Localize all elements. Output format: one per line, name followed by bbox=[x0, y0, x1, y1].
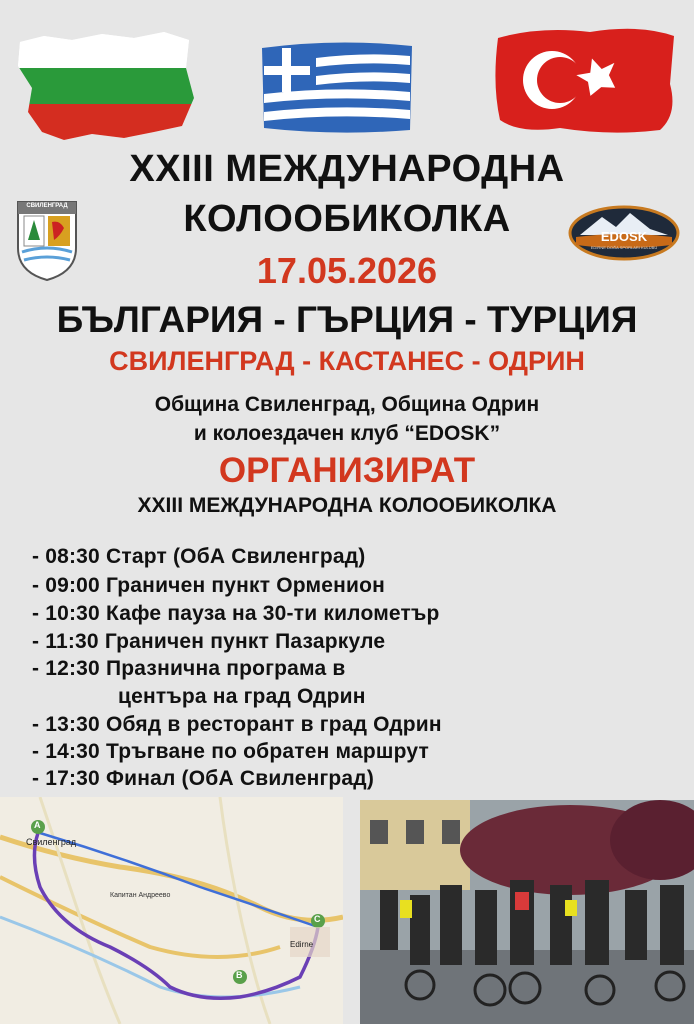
organizers-line2: и колоездачен клуб “EDOSK” bbox=[193, 422, 501, 445]
event-subtitle: XXIII МЕЖДУНАРОДНА КОЛООБИКОЛКА bbox=[137, 494, 557, 517]
schedule-item: - 11:30 Граничен пункт Пазаркуле bbox=[32, 630, 386, 653]
map-label-edirne: Edirne bbox=[290, 940, 314, 949]
map-marker-b: B bbox=[236, 970, 243, 980]
cyclists-photo bbox=[360, 800, 694, 1024]
club-name: EDOSK bbox=[600, 229, 648, 244]
schedule-item: - 12:30 Празнична програма в bbox=[32, 657, 346, 680]
event-date: 17.05.2026 bbox=[256, 250, 438, 291]
map-label-kapitan: Капитан Андреево bbox=[110, 892, 171, 899]
organizers-line1: Община Свиленград, Община Одрин bbox=[154, 393, 540, 416]
event-title-line1: XXIII МЕЖДУНАРОДНА bbox=[129, 148, 565, 190]
greece-flag bbox=[256, 40, 418, 135]
schedule-item: - 09:00 Граничен пункт Орменион bbox=[32, 574, 386, 597]
crest-text: СВИЛЕНГРАД bbox=[26, 203, 68, 209]
map-marker-a: A bbox=[34, 820, 41, 830]
event-title-line2: КОЛООБИКОЛКА bbox=[183, 198, 511, 240]
bulgaria-flag-map bbox=[14, 28, 199, 146]
map-label-svilengrad: Свиленград bbox=[26, 837, 77, 847]
map-marker-c: C bbox=[314, 914, 321, 924]
schedule-item: - 13:30 Обяд в ресторант в град Одрин bbox=[32, 713, 442, 736]
schedule-item: - 17:30 Финал (ОбА Свиленград) bbox=[32, 767, 375, 790]
schedule-item-continued: центъра на град Одрин bbox=[118, 685, 366, 708]
route-map bbox=[0, 797, 343, 1024]
club-subtext: EDIRNE DOĞA SPORLARI KULÜBÜ bbox=[590, 245, 658, 250]
turkey-flag bbox=[490, 24, 680, 136]
schedule-item: - 14:30 Тръгване по обратен маршрут bbox=[32, 740, 429, 763]
schedule-item: - 10:30 Кафе пауза на 30-ти километър bbox=[32, 602, 440, 625]
schedule-item: - 08:30 Старт (ОбА Свиленград) bbox=[32, 545, 366, 568]
cities-heading: СВИЛЕНГРАД - КАСТАНЕС - ОДРИН bbox=[109, 346, 585, 376]
countries-heading: БЪЛГАРИЯ - ГЪРЦИЯ - ТУРЦИЯ bbox=[56, 299, 638, 340]
organize-heading: ОРГАНИЗИРАТ bbox=[218, 451, 476, 490]
